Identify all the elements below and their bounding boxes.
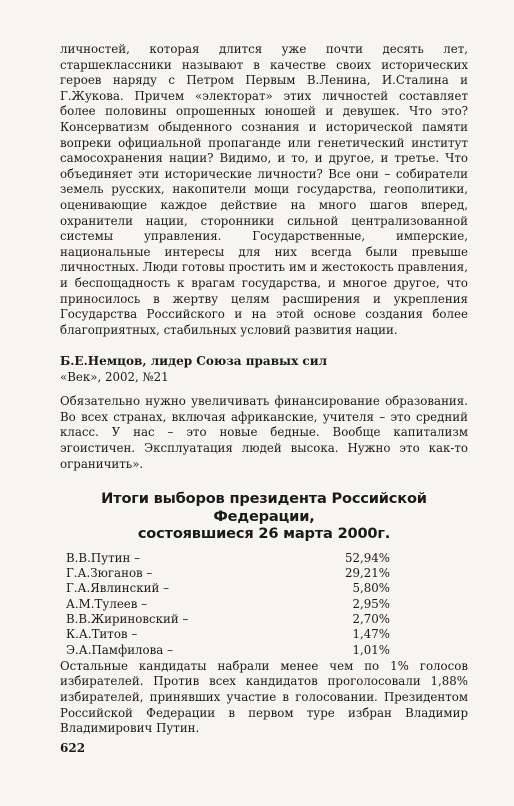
candidate-name: А.М.Тулеев – (66, 596, 148, 611)
result-row (60, 581, 468, 596)
candidate-percent: 2,70% (352, 611, 390, 626)
candidate-name: В.В.Жириновский – (66, 611, 189, 626)
candidate-percent: 29,21% (345, 566, 390, 581)
candidate-percent: 1,47% (352, 627, 390, 642)
candidate-name: В.В.Путин – (66, 550, 140, 565)
page-content (60, 42, 468, 737)
quote-source: «Век», 2002, №21 (60, 370, 169, 385)
results-heading-line1: Итоги выборов президента Российской Федерации, (101, 490, 427, 525)
candidate-name: Э.А.Памфилова – (66, 642, 173, 657)
results-heading-line2: состоявшиеся 26 марта 2000г. (137, 525, 391, 543)
candidate-name: Г.А.Зюганов – (66, 566, 153, 581)
result-row (60, 643, 468, 658)
result-row (60, 566, 468, 581)
results-list (60, 551, 468, 658)
results-heading (60, 490, 468, 543)
result-row (60, 627, 468, 642)
quote-author: Б.Е.Немцов, лидер Союза правых сил (60, 354, 328, 369)
result-row (60, 612, 468, 627)
candidate-percent: 52,94% (345, 550, 390, 565)
result-row (60, 551, 468, 566)
body-paragraph: личностей, которая длится уже почти десять лет, старшеклассники называют в качестве своих исторических героев наряду с Петром Первым В.Ленина, И.Сталина и Г.Жукова. Причем «электорат» этих личностей составляет более половины опрошенных юношей и девушек. Что это? Консерватизм обыденного сознания и исторической памяти вопреки официальной пропаганде или генетический институт самосохранения нации? Видимо, и то, и другое, и третье. Что объединяет эти исторические личности? Все они – собиратели земель русских, накопители мощи государства, геополитики, оценивающие каждое действие на много шагов вперед, охранители нации, сторонники сильной централизованной системы управления. Государственные, имперские, национальные интересы для них всегда были превыше личностных. Люди готовы простить им и жестокость правления, и беспощадность к врагам государства, и многое другое, что приносилось в жертву целям расширения и укрепления Государства Российского и на этой основе создания более благоприятных, стабильных условий развития нации. (60, 42, 468, 337)
candidate-percent: 1,01% (352, 642, 390, 657)
page-number: 622 (60, 741, 86, 755)
candidate-name: Г.А.Явлинский – (66, 581, 169, 596)
quote-text: Обязательно нужно увеличивать финансирование образования. Во всех странах, включая африканские, учителя – это средний класс. У нас – это новые бедные. Вообще капитализм эгоистичен. Эксплуатация людей высока. Нужно это как-то ограничить». (60, 394, 468, 471)
candidate-name: К.А.Титов – (66, 627, 138, 642)
results-summary: Остальные кандидаты набрали менее чем по 1% голосов избирателей. Против всех кандидатов проголосовали 1,88% избирателей, принявших участие в голосовании. Президентом Российской Федерации в первом туре избран Владимир Владимирович Путин. (60, 658, 468, 736)
candidate-percent: 5,80% (352, 581, 390, 596)
result-row (60, 597, 468, 612)
candidate-percent: 2,95% (352, 596, 390, 611)
